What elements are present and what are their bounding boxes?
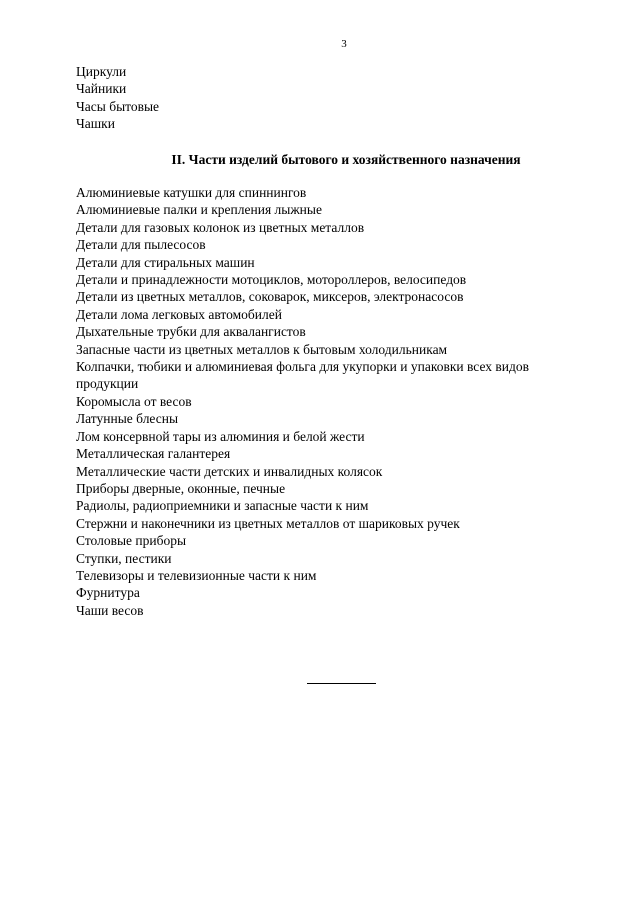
list-item: Лом консервной тары из алюминия и белой жести <box>76 428 365 444</box>
list-item: Чашки <box>76 116 115 132</box>
list-item: Радиолы, радиоприемники и запасные части к ним <box>76 498 369 514</box>
list-item: Запасные части из цветных металлов к бытовым холодильникам <box>76 341 448 357</box>
list-item: Металлические части детских и инвалидных колясок <box>76 463 383 479</box>
list-item: Металлическая галантерея <box>76 446 231 462</box>
list-item: Циркули <box>76 64 127 79</box>
list-item: Коромысла от весов <box>76 393 192 409</box>
end-of-list-rule <box>307 683 376 684</box>
list-item: Алюминиевые катушки для спиннингов <box>76 185 307 200</box>
list-item: Детали для стиральных машин <box>76 254 255 270</box>
list-item: Детали и принадлежности мотоциклов, мотороллеров, велосипедов <box>76 272 467 288</box>
list-item: Алюминиевые палки и крепления лыжные <box>76 202 322 218</box>
section-heading: II. Части изделий бытового и хозяйственного назначения <box>171 152 521 167</box>
list-item: Чайники <box>76 81 127 97</box>
list-item: Приборы дверные, оконные, печные <box>76 480 286 496</box>
list-item: Детали для газовых колонок из цветных металлов <box>76 219 365 235</box>
list-item: Стержни и наконечники из цветных металлов от шариковых ручек <box>76 515 460 531</box>
list-item: Часы бытовые <box>76 98 160 114</box>
continued-item-list <box>76 63 159 133</box>
section-item-list <box>76 184 536 619</box>
list-item: Детали для пылесосов <box>76 237 206 253</box>
list-item: Столовые приборы <box>76 533 187 549</box>
list-item: Латунные блесны <box>76 411 179 427</box>
list-item: Чаши весов <box>76 602 144 618</box>
page-number: 3 <box>341 38 347 50</box>
list-item: Фурнитура <box>76 585 140 601</box>
list-item: Детали лома легковых автомобилей <box>76 306 282 322</box>
list-item: Ступки, пестики <box>76 550 172 566</box>
list-item: Телевизоры и телевизионные части к ним <box>76 567 317 583</box>
list-item: Детали из цветных металлов, соковарок, миксеров, электронасосов <box>76 289 464 305</box>
list-item: Дыхательные трубки для аквалангистов <box>76 324 306 340</box>
list-item: Колпачки, тюбики и алюминиевая фольга для укупорки и упаковки всех видов продукции <box>76 359 529 392</box>
